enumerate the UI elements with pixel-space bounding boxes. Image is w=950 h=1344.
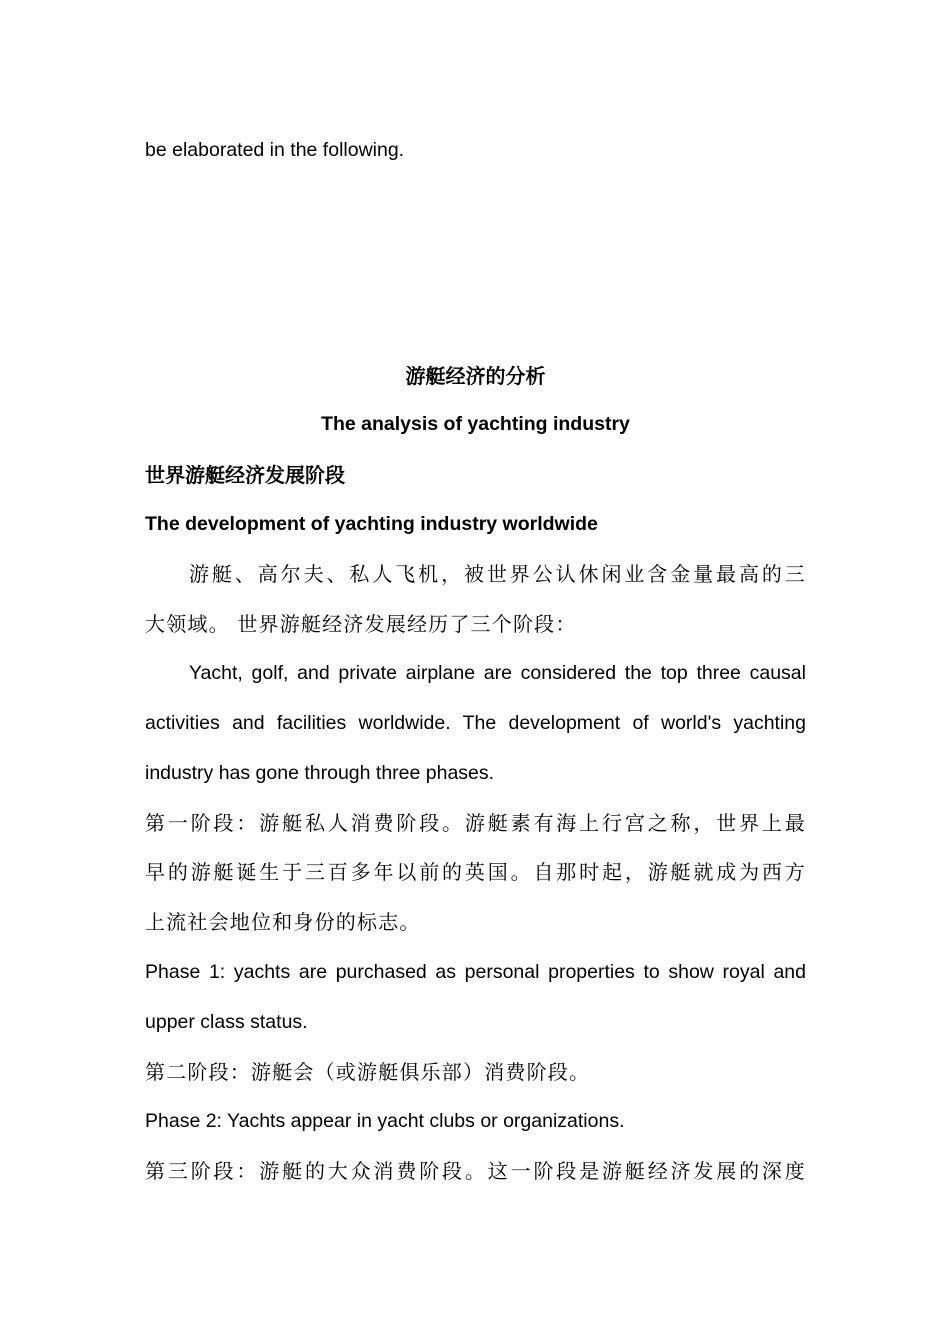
phase1-chinese-line2: 早的游艇诞生于三百多年以前的英国。自那时起，游艇就成为西方 [145, 860, 806, 884]
paragraph1-english-line2: activities and facilities worldwide. The development of world's yachting [145, 712, 806, 734]
section-heading-chinese: 世界游艇经济发展阶段 [145, 463, 345, 487]
section-heading-english: The development of yachting industry worldwide [145, 513, 598, 535]
paragraph1-english-line3: industry has gone through three phases. [145, 762, 495, 784]
paragraph1-chinese-line2: 大领域。 世界游艇经济发展经历了三个阶段： [145, 612, 577, 636]
phase2-chinese: 第二阶段：游艇会（或游艇俱乐部）消费阶段。 [145, 1060, 591, 1084]
paragraph1-chinese-line1: 游艇、高尔夫、私人飞机，被世界公认休闲业含金量最高的三 [189, 562, 806, 586]
phase2-english: Phase 2: Yachts appear in yacht clubs or organizations. [145, 1110, 625, 1132]
title-chinese: 游艇经济的分析 [405, 364, 546, 388]
phase1-chinese-line3: 上流社会地位和身份的标志。 [145, 910, 421, 934]
intro-tail-text: be elaborated in the following. [145, 139, 405, 161]
phase3-chinese: 第三阶段：游艇的大众消费阶段。这一阶段是游艇经济发展的深度 [145, 1159, 806, 1183]
phase1-chinese-line1: 第一阶段：游艇私人消费阶段。游艇素有海上行宫之称，世界上最 [145, 811, 806, 835]
phase1-english-line1: Phase 1: yachts are purchased as personal properties to show royal and [145, 961, 806, 983]
phase1-english-line2: upper class status. [145, 1011, 308, 1033]
title-english: The analysis of yachting industry [321, 413, 630, 435]
paragraph1-english-line1: Yacht, golf, and private airplane are considered the top three causal [189, 662, 806, 684]
